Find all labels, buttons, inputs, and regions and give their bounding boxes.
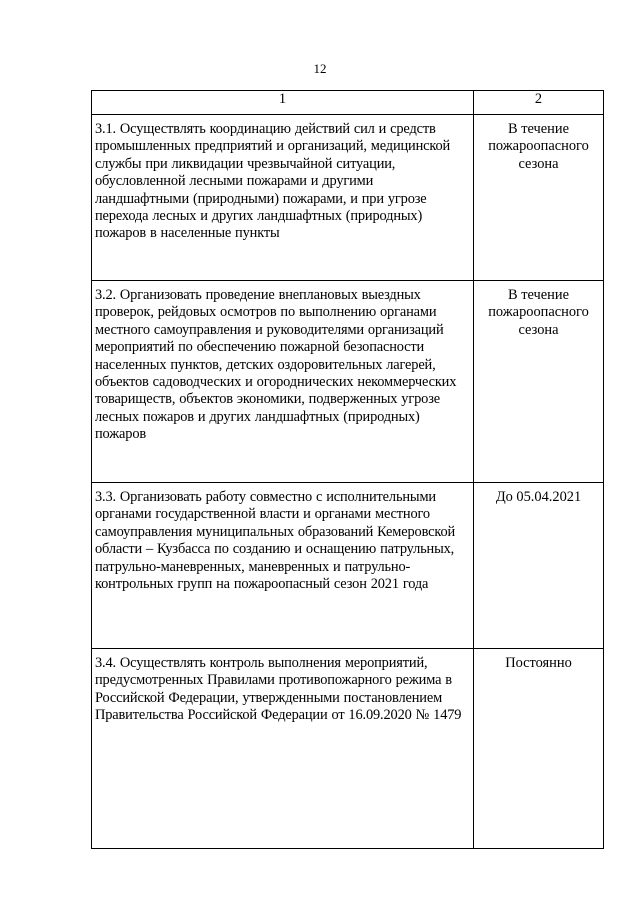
table-row xyxy=(92,115,604,281)
table-row xyxy=(92,483,604,649)
column-header-2: 2 xyxy=(474,91,604,115)
task-cell: 3.2. Организовать проведение внеплановых выездных проверок, рейдовых осмотров по выполнению органами местного самоуправления и руководителями организаций мероприятий по обеспечению пожарной безопасности населенных пунктов, детских оздоровительных лагерей, объектов садоводческих и огороднических некоммерческих товариществ, объектов экономики, подверженных угрозе лесных пожаров и других ландшафтных (природных) пожаров xyxy=(92,281,474,483)
table-row xyxy=(92,649,604,849)
term-cell: До 05.04.2021 xyxy=(474,483,604,649)
task-cell: 3.3. Организовать работу совместно с исполнительными органами государственной власти и органами местного самоуправления муниципальных образований Кемеровской области – Кузбасса по созданию и оснащению патрульных, патрульно-маневренных, маневренных и патрульно-контрольных групп на пожароопасный сезон 2021 года xyxy=(92,483,474,649)
column-header-1: 1 xyxy=(92,91,474,115)
page-number: 12 xyxy=(313,61,327,76)
term-cell: Постоянно xyxy=(474,649,604,849)
task-cell: 3.4. Осуществлять контроль выполнения мероприятий, предусмотренных Правилами противопожарного режима в Российской Федерации, утвержденными постановлением Правительства Российской Федерации от 16.09.2020 № 1479 xyxy=(92,649,474,849)
table-row xyxy=(92,281,604,483)
term-cell: В течение пожароопасного сезона xyxy=(474,281,604,483)
term-cell: В течение пожароопасного сезона xyxy=(474,115,604,281)
task-cell: 3.1. Осуществлять координацию действий сил и средств промышленных предприятий и организаций, медицинской службы при ликвидации чрезвычайной ситуации, обусловленной лесными пожарами и другими ландшафтными (природными) пожарами, и при угрозе перехода лесных и других ландшафтных (природных) пожаров в населенные пункты xyxy=(92,115,474,281)
measures-table xyxy=(91,90,604,849)
table-header-row xyxy=(92,91,604,115)
